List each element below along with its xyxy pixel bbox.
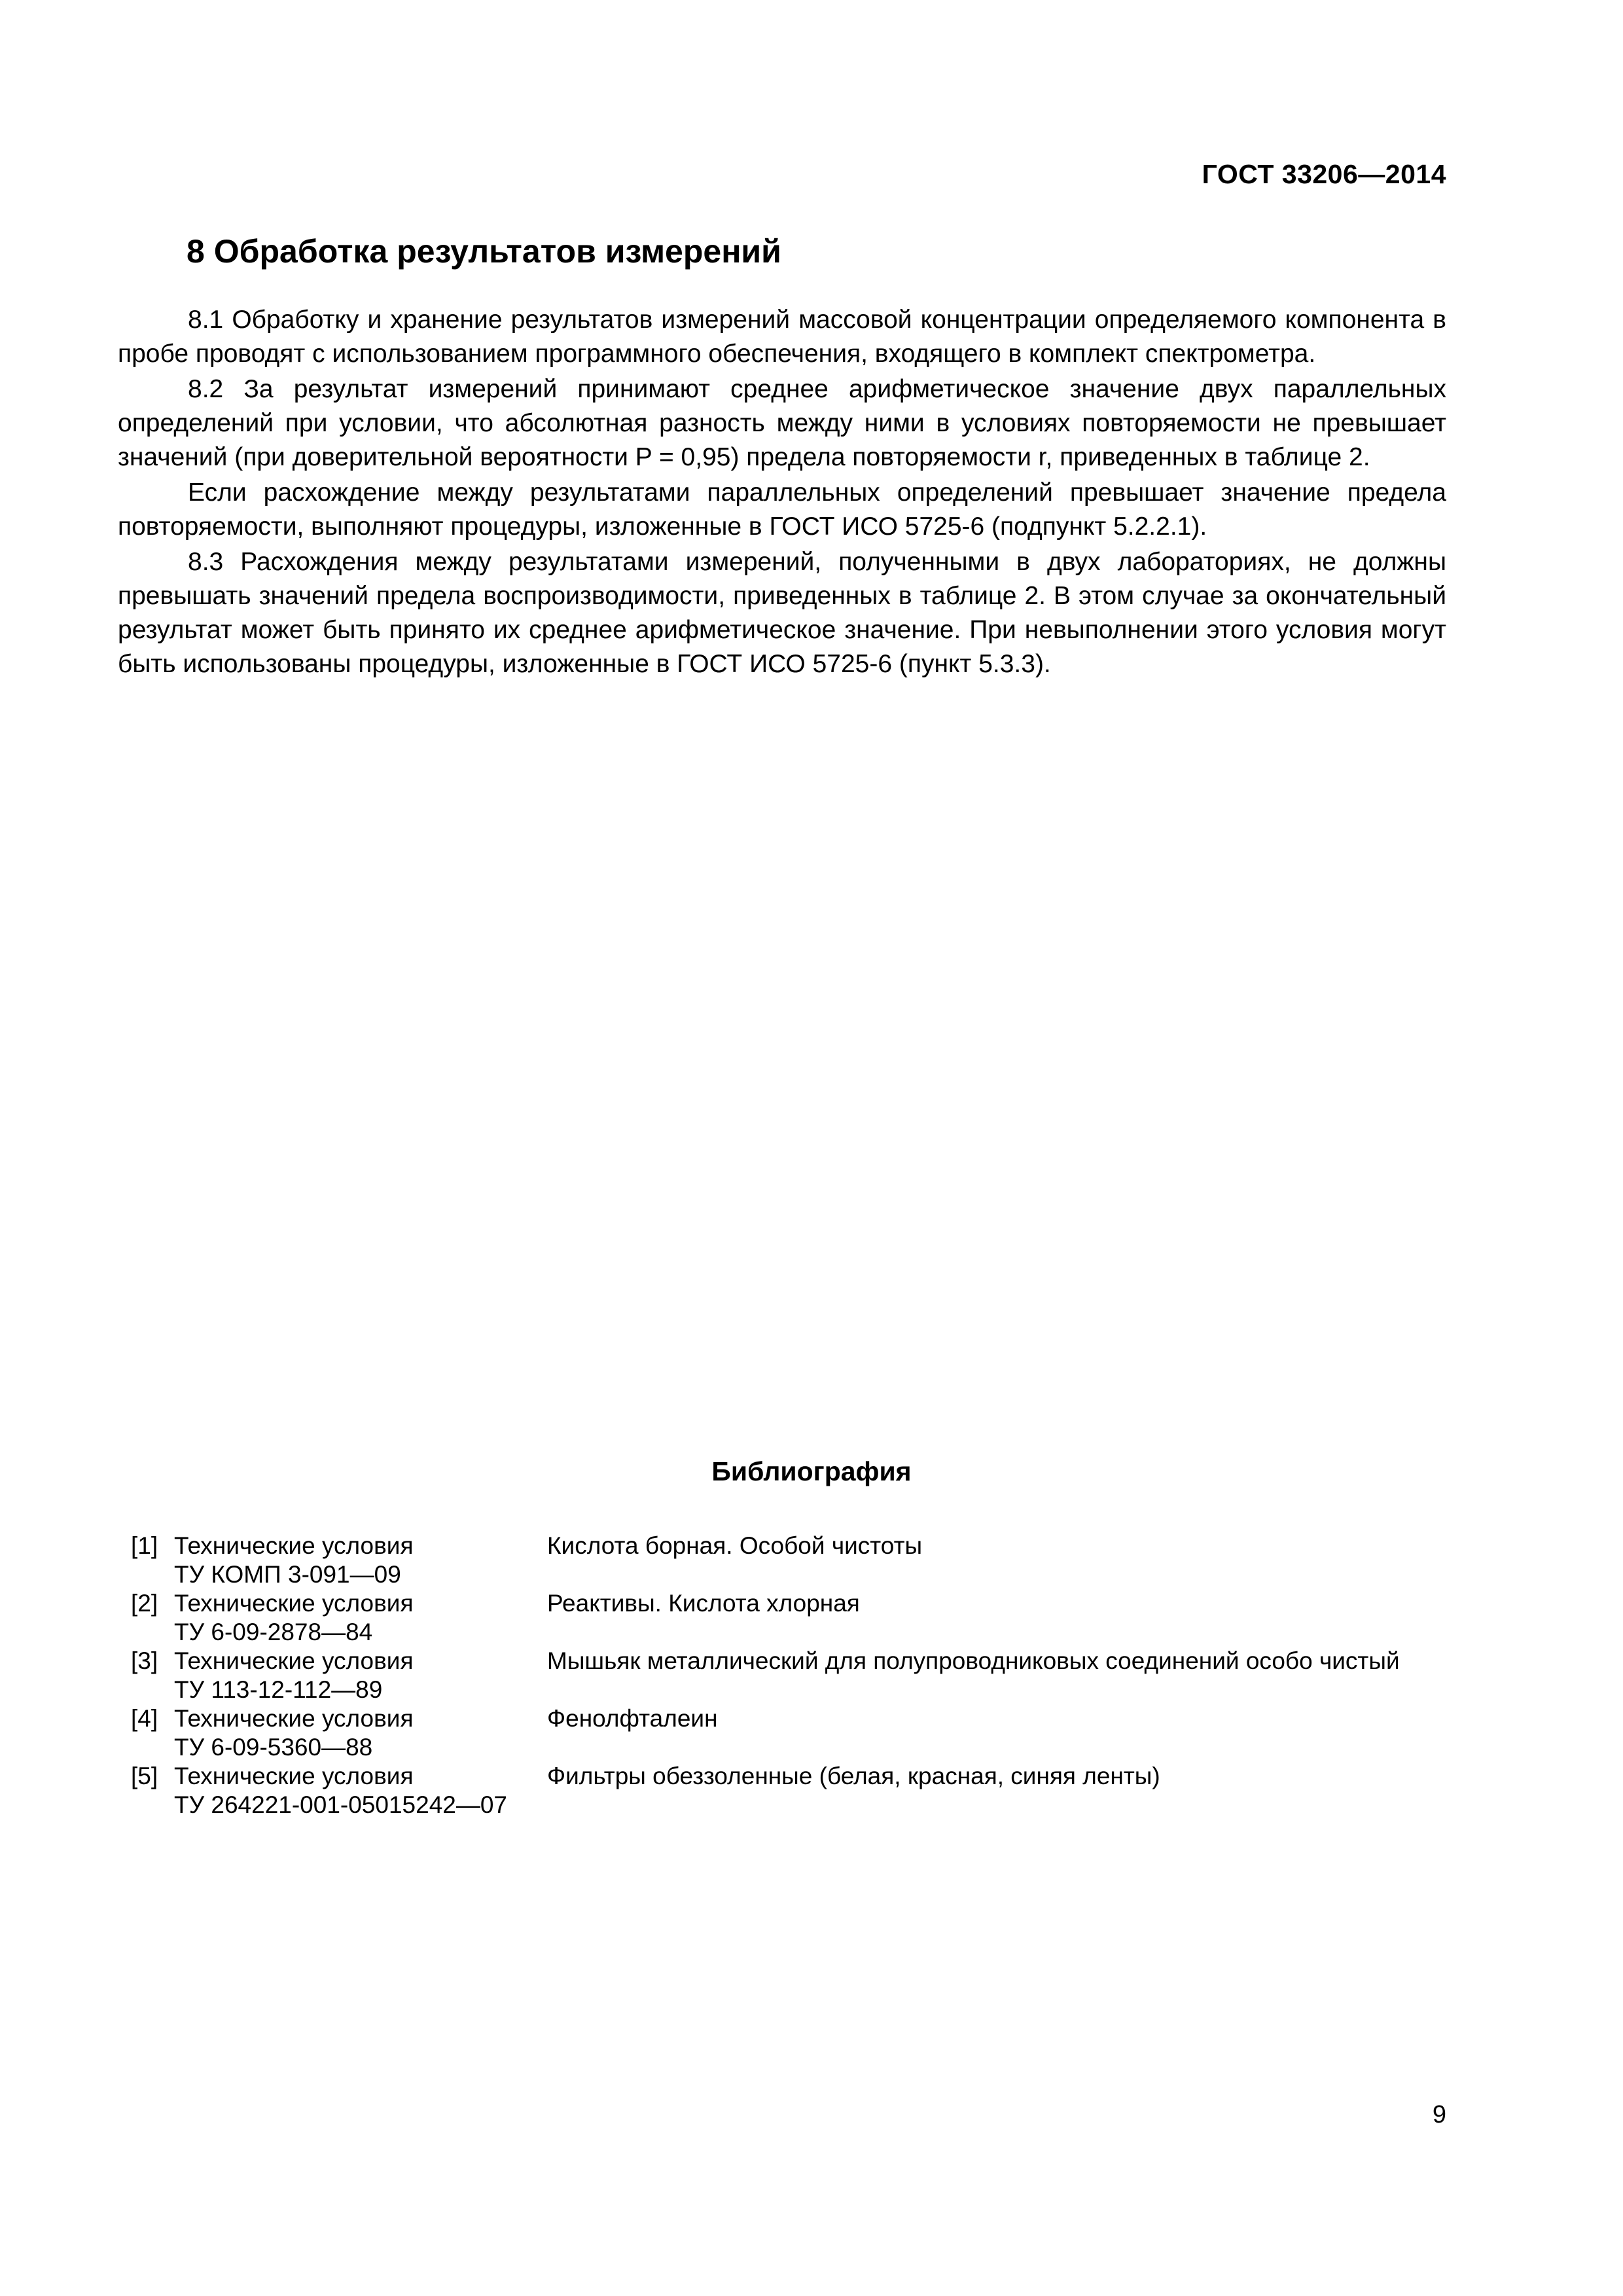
bibliography-item-code: ТУ 264221-001-05015242—07: [174, 1791, 508, 1818]
bibliography-item-code: ТУ 6-09-2878—84: [174, 1619, 373, 1645]
paragraph-8-2-note: Если расхождение между результатами параллельных определений превышает значение предела повторяемости, выполняют процедуры, изложенные в ГОСТ ИСО 5725-6 (подпункт 5.2.2.1).: [118, 478, 1446, 541]
bibliography-item-document: [174, 1704, 547, 1762]
bibliography-item-code: ТУ КОМП 3-091—09: [174, 1561, 401, 1588]
bibliography-item-type: Технические условия: [174, 1763, 414, 1789]
bibliography-item-type: Технические условия: [174, 1532, 414, 1559]
bibliography-item-document: [174, 1532, 547, 1589]
bibliography-item-type: Технические условия: [174, 1647, 414, 1674]
paragraph-8-1: 8.1 Обработку и хранение результатов измерений массовой концентрации определяемого компонента в пробе проводят с использованием программного обеспечения, входящего в комплект спектрометра.: [118, 306, 1446, 368]
paragraph-8-3: 8.3 Расхождения между результатами измерений, полученными в двух лабораториях, не должны превышать значений предела воспроизводимости, приведенных в таблице 2. В этом случае за окончательный результат может быть принято их среднее арифметическое значение. При невыполнении этого условия могут быть использованы процедуры, изложенные в ГОСТ ИСО 5725-6 (пункт 5.3.3).: [118, 548, 1446, 678]
bibliography-item-description: Фенолфталеин: [547, 1705, 718, 1732]
bibliography-item: [131, 1762, 1472, 1820]
section-title: 8 Обработка результатов измерений: [187, 233, 781, 270]
bibliography-item-code: ТУ 6-09-5360—88: [174, 1734, 373, 1761]
bibliography-item-description: Мышьяк металлический для полупроводниковых соединений особо чистый: [547, 1647, 1400, 1674]
page-header-standard: ГОСТ 33206—2014: [1202, 159, 1446, 189]
bibliography-item-document: [174, 1589, 547, 1647]
bibliography-item: [131, 1589, 1472, 1647]
paragraph-8-2: 8.2 За результат измерений принимают среднее арифметическое значение двух параллельных определений при условии, что абсолютная разность между ними в условиях повторяемости не превышает значений (при доверительной вероятности P = 0,95) предела повторяемости r, приведенных в таблице 2.: [118, 375, 1446, 471]
bibliography-item-number: [1]: [131, 1532, 158, 1559]
bibliography-item-type: Технические условия: [174, 1590, 414, 1617]
bibliography-item-document: [174, 1762, 547, 1820]
section-body: [118, 303, 1446, 683]
bibliography-title: Библиография: [711, 1456, 912, 1486]
bibliography-item: [131, 1647, 1472, 1704]
bibliography-item: [131, 1532, 1472, 1589]
bibliography-item-code: ТУ 113-12-112—89: [174, 1676, 383, 1703]
bibliography-item-description: Реактивы. Кислота хлорная: [547, 1590, 860, 1617]
bibliography-item-number: [2]: [131, 1590, 158, 1617]
bibliography-item-type: Технические условия: [174, 1705, 414, 1732]
bibliography-item-document: [174, 1647, 547, 1704]
bibliography-list: [131, 1532, 1472, 1820]
bibliography-item-number: [4]: [131, 1705, 158, 1732]
bibliography-item-description: Фильтры обеззоленные (белая, красная, синяя ленты): [547, 1763, 1160, 1789]
page-number: 9: [1432, 2101, 1446, 2128]
bibliography-item-number: [5]: [131, 1763, 158, 1789]
bibliography-item-number: [3]: [131, 1647, 158, 1674]
bibliography-item-description: Кислота борная. Особой чистоты: [547, 1532, 923, 1559]
bibliography-item: [131, 1704, 1472, 1762]
